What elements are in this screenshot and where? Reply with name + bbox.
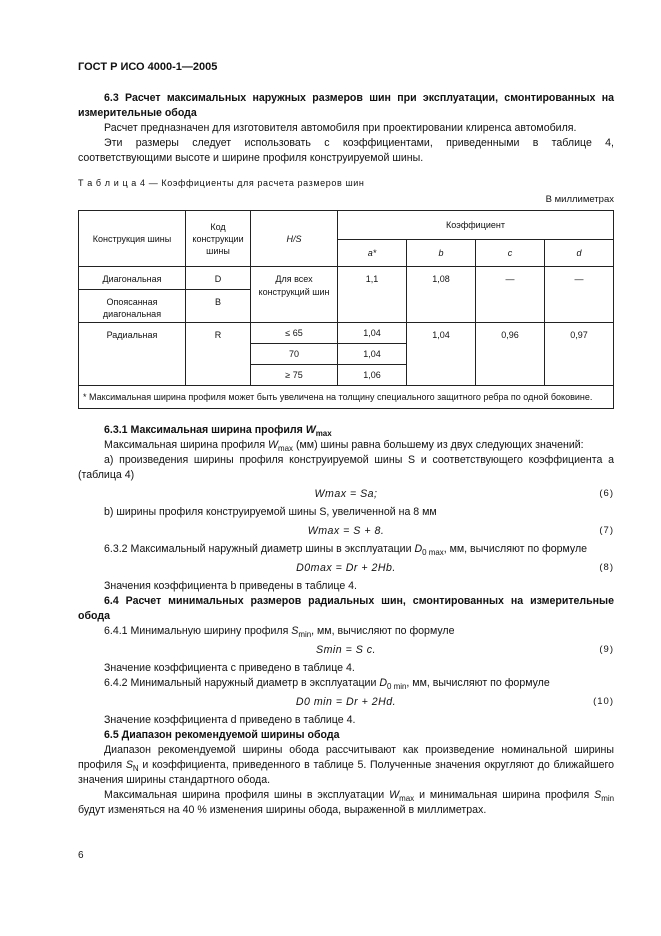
formula-text: D0max = Dr + 2Hb.	[296, 562, 396, 574]
paragraph: Диапазон рекомендуемой ширины обода рассчитывают как произведение номинальной ширины профиля $S_N$ и коэффициента, приведенного в таблице 5. Полученные значения округляют до ближайшего значения ширины стандартного обода.	[78, 744, 614, 786]
cell-radial: Радиальная	[79, 323, 186, 386]
formula-number: (10)	[593, 696, 614, 707]
header-b: b	[406, 240, 475, 267]
formula-number: (9)	[599, 644, 614, 655]
header-hs: H/S	[251, 211, 338, 267]
coefficients-table	[78, 210, 614, 409]
paragraph: 6.4.1 Минимальную ширину профиля $S_{min}$, мм, вычисляют по формуле	[104, 625, 455, 640]
cell-hs-le65: ≤ 65	[251, 323, 338, 344]
paragraph: Значение коэффициента c приведено в таблице 4.	[104, 662, 355, 674]
paragraph: 6.4.2 Минимальный наружный диаметр в эксплуатации $D_{0 min}$, мм, вычисляют по формуле	[104, 677, 550, 692]
formula-10	[78, 691, 614, 713]
cell-d-diag: —	[544, 267, 613, 323]
cell-a-ge75: 1,06	[338, 365, 407, 386]
wmax-symbol: W	[305, 424, 316, 436]
table-footnote: * Максимальная ширина профиля может быть увеличена на толщину специального защитного ребра по одной боковине.	[79, 386, 614, 409]
document-page	[78, 60, 614, 818]
table-caption: Т а б л и ц а 4 — Коэффициенты для расчета размеров шин	[78, 178, 365, 188]
standard-header: ГОСТ Р ИСО 4000-1—2005	[78, 61, 218, 73]
section-6-4-title: 6.4 Расчет минимальных размеров радиальных шин, смонтированных на измерительные обода	[78, 595, 614, 622]
cell-b-diag: 1,08	[406, 267, 475, 323]
cell-code-b: B	[186, 290, 251, 323]
formula-number: (6)	[599, 488, 614, 499]
list-item-a: a) произведения ширины профиля конструируемой шины S и соответствующего коэффициента a (таблица 4)	[78, 454, 614, 481]
formula-text: Wmax = S + 8.	[307, 525, 385, 537]
cell-c-diag: —	[475, 267, 544, 323]
cell-code-r: R	[186, 323, 251, 386]
paragraph: Максимальная ширина профиля шины в эксплуатации $W_{max}$ и минимальная ширина профиля $S_{min}$ будут изменяться на 40 % изменения ширины обода, выраженной в миллиметрах.	[78, 789, 615, 816]
cell-c-radial: 0,96	[475, 323, 544, 386]
cell-b-radial: 1,04	[406, 323, 475, 386]
table-units: В миллиметрах	[545, 194, 614, 205]
formula-text: Smin = S c.	[316, 644, 376, 656]
formula-number: (8)	[599, 562, 614, 573]
cell-hs-all: Для всех конструкций шин	[251, 267, 338, 323]
cell-diagonal: Диагональная	[79, 267, 186, 290]
page-number: 6	[78, 850, 84, 861]
formula-9	[78, 639, 614, 661]
formula-8	[78, 557, 614, 579]
paragraph: Максимальная ширина профиля $W_{max}$ (мм) шины равна большему из двух следующих значений:	[104, 439, 584, 454]
header-c: c	[475, 240, 544, 267]
header-coefficient: Коэффициент	[338, 211, 614, 240]
cell-a-le65: 1,04	[338, 323, 407, 344]
formula-number: (7)	[599, 525, 614, 536]
section-6-5-title: 6.5 Диапазон рекомендуемой ширины обода	[104, 729, 340, 741]
formula-6	[78, 483, 614, 505]
list-item-b: b) ширины профиля конструируемой шины S, увеличенной на 8 мм	[104, 506, 437, 518]
paragraph: Эти размеры следует использовать с коэффициентами, приведенными в таблице 4, соответствующими высоте и ширине профиля конструируемой шины.	[78, 137, 614, 164]
header-d: d	[544, 240, 613, 267]
formula-text: Wmax = Sa;	[314, 488, 378, 500]
formula-text: D0 min = Dr + 2Hd.	[295, 696, 397, 708]
cell-hs-70: 70	[251, 344, 338, 365]
cell-d-radial: 0,97	[544, 323, 613, 386]
paragraph: Значения коэффициента b приведены в таблице 4.	[104, 580, 357, 592]
header-code: Код конструкции шины	[186, 211, 251, 267]
cell-hs-ge75: ≥ 75	[251, 365, 338, 386]
header-a: a*	[338, 240, 407, 267]
section-6-3-title: 6.3 Расчет максимальных наружных размеров шин при эксплуатации, смонтированных на измерительные обода	[78, 92, 614, 119]
paragraph: 6.3.2 Максимальный наружный диаметр шины в эксплуатации $D_{0 max}$, мм, вычисляют по формуле	[104, 543, 588, 558]
paragraph: Значение коэффициента d приведено в таблице 4.	[104, 714, 356, 726]
cell-a-diag: 1,1	[338, 267, 407, 323]
cell-belted: Опоясанная диагональная	[79, 290, 186, 323]
cell-a-70: 1,04	[338, 344, 407, 365]
cell-code-d: D	[186, 267, 251, 290]
formula-7	[78, 520, 614, 542]
paragraph: Расчет предназначен для изготовителя автомобиля при проектировании клиренса автомобиля.	[104, 122, 577, 134]
header-construction: Конструкция шины	[79, 211, 186, 267]
section-6-3-1-title: 6.3.1 Максимальная ширина профиля $W_{max}$	[104, 424, 332, 439]
